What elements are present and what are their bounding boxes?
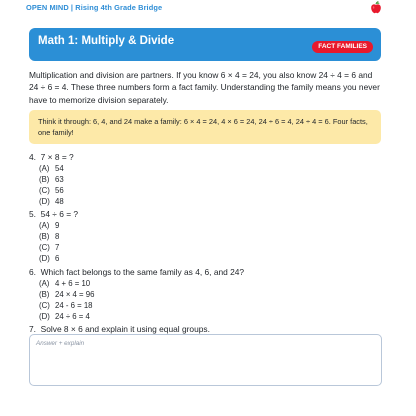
option-text: 4 + 6 = 10 xyxy=(55,279,91,288)
question-text: Solve 8 × 6 and explain it using equal groups. xyxy=(40,324,210,334)
question-number: 6. xyxy=(29,267,36,277)
question-number: 5. xyxy=(29,209,36,219)
option-text: 54 xyxy=(55,164,64,173)
option-6c[interactable] xyxy=(39,300,93,311)
tip-callout xyxy=(29,110,381,144)
answer-textarea[interactable] xyxy=(29,334,382,386)
tip-text: Think it through: 6, 4, and 24 make a family: 6 × 4 = 24, 4 × 6 = 24, 24 ÷ 6 = 4, 24 ÷ 4 = 6. Four facts, one family! xyxy=(38,117,368,137)
lesson-title: Math 1: Multiply & Divide xyxy=(38,35,175,47)
apple-icon xyxy=(370,1,382,14)
option-5c[interactable] xyxy=(39,242,59,253)
option-letter: (D) xyxy=(39,312,50,321)
option-text: 7 xyxy=(55,243,60,252)
option-letter: (D) xyxy=(39,254,50,263)
intro-paragraph: Multiplication and division are partners. If you know 6 × 4 = 24, you also know 24 ÷ 4 = 6 and 24 ÷ 6 = 4. These three numbers form a fact family. Understanding the family means you never have to memorize division separately. xyxy=(29,70,380,105)
option-5a[interactable] xyxy=(39,220,59,231)
option-text: 24 - 6 = 18 xyxy=(55,301,93,310)
option-letter: (D) xyxy=(39,197,50,206)
option-4b[interactable] xyxy=(39,174,64,185)
option-letter: (B) xyxy=(39,175,50,184)
option-text: 24 × 4 = 96 xyxy=(55,290,95,299)
option-5d[interactable] xyxy=(39,253,59,264)
topic-badge: FACT FAMILIES xyxy=(312,41,373,53)
question-text: Which fact belongs to the same family as 4, 6, and 24? xyxy=(40,267,245,277)
option-6a[interactable] xyxy=(39,278,90,289)
lesson-header xyxy=(29,28,381,61)
option-6b[interactable] xyxy=(39,289,94,300)
option-4d[interactable] xyxy=(39,196,64,207)
brand-label: OPEN MIND | Rising 4th Grade Bridge xyxy=(26,3,163,12)
question-text: 7 × 8 = ? xyxy=(40,152,74,162)
option-text: 9 xyxy=(55,221,60,230)
option-text: 8 xyxy=(55,232,60,241)
question-6 xyxy=(29,267,244,278)
option-text: 6 xyxy=(55,254,60,263)
answer-placeholder: Answer + explain xyxy=(36,340,85,347)
option-letter: (A) xyxy=(39,221,50,230)
option-letter: (C) xyxy=(39,243,50,252)
option-6d[interactable] xyxy=(39,311,90,322)
question-text: 54 ÷ 6 = ? xyxy=(40,209,79,219)
option-letter: (A) xyxy=(39,279,50,288)
option-4a[interactable] xyxy=(39,163,64,174)
question-5 xyxy=(29,209,78,220)
option-text: 56 xyxy=(55,186,64,195)
option-5b[interactable] xyxy=(39,231,59,242)
question-4 xyxy=(29,152,74,163)
option-text: 63 xyxy=(55,175,64,184)
option-letter: (C) xyxy=(39,301,50,310)
option-text: 24 ÷ 6 = 4 xyxy=(55,312,90,321)
option-4c[interactable] xyxy=(39,185,64,196)
option-letter: (B) xyxy=(39,232,50,241)
option-letter: (C) xyxy=(39,186,50,195)
option-text: 48 xyxy=(55,197,64,206)
question-number: 4. xyxy=(29,152,36,162)
question-number: 7. xyxy=(29,324,36,334)
top-bar xyxy=(0,0,416,16)
option-letter: (A) xyxy=(39,164,50,173)
option-letter: (B) xyxy=(39,290,50,299)
